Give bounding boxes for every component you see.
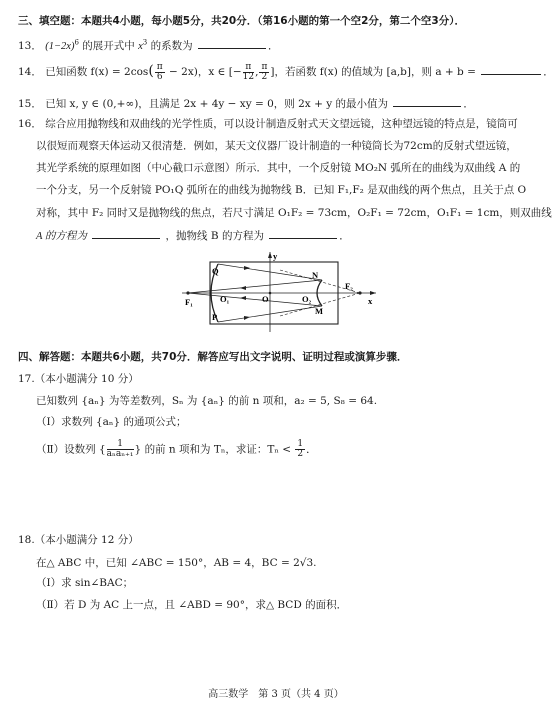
label-n: N [312,270,319,280]
question-text: 已知 x, y ∈ (0,+∞)，且满足 2x + 4y − xy = 0，则 2x + y 的最小值为 [45,98,388,110]
exponent: 3 [142,38,148,47]
label-f2: F₂ [345,281,353,291]
question-number: 15． [18,98,42,110]
section-four-title: 四、解答题：本题共6小题，共70分．解答应写出文字说明、证明过程或演算步骤． [18,351,408,363]
fraction: $\frac{\pi}{2}$ [261,61,268,82]
question-text: − 2x)，x ∈ [− [165,66,242,78]
label-p: P [212,312,218,322]
question-17-part-1: （Ⅰ）求数列 {aₙ} 的通项公式； [36,416,187,428]
ray-arrow [240,296,246,300]
label-o: O [262,294,269,304]
label-o2: O₂ [302,294,312,304]
section-three-title: 三、填空题：本题共4小题，每小题5分，共20分．（第16小题的第一个空2分，第二个空3分）． [18,15,465,27]
question-text: 的展开式中 [78,40,139,52]
question-16-line-6: A 的方程为 ，抛物线 B 的方程为 ． [36,230,350,242]
label-q: Q [212,266,219,276]
question-18-statement: 在△ ABC 中，已知 ∠ABC = 150°，AB = 4，BC = 2√3. [36,557,317,569]
question-15: 15． 已知 x, y ∈ (0,+∞)，且满足 2x + 4y − xy = 0，则 2x + y 的最小值为 ． [18,98,474,110]
question-number: 16． [18,118,42,130]
question-text: 已知函数 f(x) = 2cos [45,66,149,78]
question-number: 13． [18,40,42,52]
binomial-expression: (1−2x) [45,41,75,52]
question-16-line-3: 其光学系统的原理如图（中心截口示意图）所示．其中，一个反射镜 MO₂N 弧所在的曲线为双曲线 A 的 [36,162,521,174]
question-16-line-4: 一个分支，另一个反射镜 PO₁Q 弧所在的曲线为抛物线 B．已知 F₁,F₂ 是双曲线的两个焦点，且关于点 O [36,184,527,196]
x-axis-arrow [370,291,376,295]
exponent: 6 [74,38,79,47]
question-16-line-5: 对称，其中 F₂ 同时又是抛物线的焦点，若尺寸满足 O₁F₂ = 73cm，O₂F₁ = 72cm，O₁F₁ = 1cm，则双曲线 [36,207,552,219]
question-17-statement: 已知数列 {aₙ} 为等差数列，Sₙ 为 {aₙ} 的前 n 项和，a₂ = 5, S₈ = 64. [36,395,378,407]
question-16-line-1: 16． 综合应用抛物线和双曲线的光学性质，可以设计制造反射式天文望远镜，这种望远镜的特点是，镜筒可 [18,118,518,130]
fraction: $\frac{\pi}{12}$ [242,61,255,82]
answer-blank-parabola[interactable] [269,228,337,239]
question-16-line-2: 以很短而观察天体运动又很清楚．例如，某天文仪器厂设计制造的一种镜筒长为72cm的反射式望远镜， [36,140,517,152]
ray-arrow [244,316,250,320]
fraction: $\frac{1}{\text{aₙaₙ₊₁}}$ [106,439,134,459]
question-18-part-2: （Ⅱ）若 D 为 AC 上一点，且 ∠ABD = 90°，求△ BCD 的面积． [36,599,348,611]
fraction: $\frac{1}{2}$ [297,439,304,459]
period: ． [267,40,279,52]
question-13 [18,38,538,54]
question-number: 14． [18,66,42,78]
telescope-diagram [180,250,380,335]
question-17-heading: 17.（本小题满分 10 分） [18,373,139,385]
label-y: y [273,251,278,261]
page-footer: 高三数学 第 3 页（共 4 页） [208,689,344,700]
ray-arrow [240,286,246,290]
question-14: 14． 已知函数 f(x) = 2cos( $\frac{\pi}{6}$ − 2x)，x ∈ [− $\frac{\pi}{12}$ , $\frac{\pi}{2}$ ]，若函数 f(x) 的值域为 [a,b]，则 a + b = ． [18,61,554,82]
answer-blank[interactable] [198,38,266,49]
label-o1: O₁ [220,294,230,304]
ray-arrow [244,266,250,270]
question-17-part-2: （Ⅱ）设数列 { $\frac{1}{\text{aₙaₙ₊₁}}$ } 的前 n 项和为 Tₙ，求证：Tₙ < $\frac{1}{2}$ ． [36,439,317,459]
answer-blank[interactable] [481,64,541,75]
question-18-heading: 18.（本小题满分 12 分） [18,534,139,546]
focus-f2-point [358,291,361,294]
fraction: $\frac{\pi}{6}$ [156,61,163,82]
focus-f1-point [186,291,189,294]
y-axis-arrow [268,252,272,258]
left-paren: ( [148,63,154,79]
label-m: M [315,306,324,316]
answer-blank-hyperbola[interactable] [92,228,160,239]
variable-x: x [138,41,143,52]
label-f1: F₁ [185,297,193,307]
origin-point [269,292,272,295]
ray [188,280,322,293]
question-18-part-1: （Ⅰ）求 sin∠BAC； [36,577,134,589]
question-text: 的系数为 [147,40,193,52]
question-text: ]，若函数 f(x) 的值域为 [a,b]，则 a + b = [270,66,476,78]
label-x: x [368,296,373,306]
answer-blank[interactable] [393,96,461,107]
